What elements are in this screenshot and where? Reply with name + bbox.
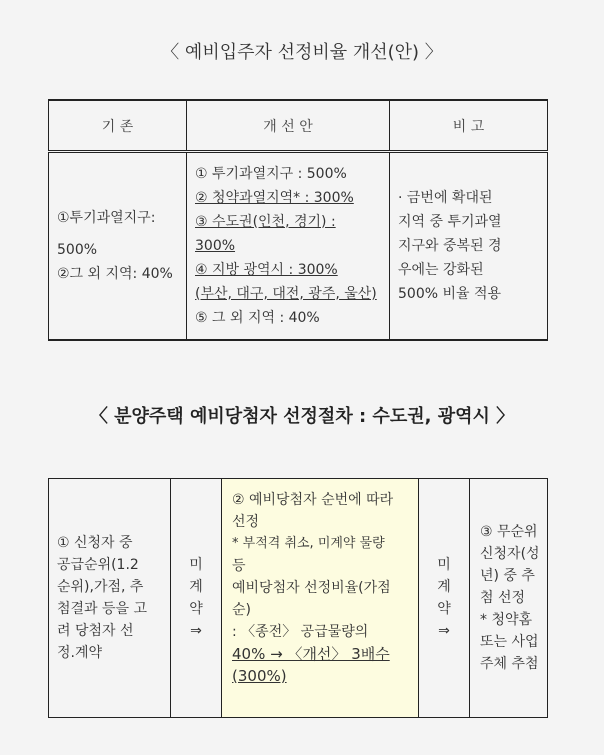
proposal-line: ③ 수도권(인천, 경기) : <box>195 214 336 230</box>
step1-line: ① 신청자 중 <box>57 535 133 551</box>
existing-cell <box>49 152 187 341</box>
step2-line: * 부적격 취소, 미계약 물량 <box>232 536 385 551</box>
step1-cell <box>49 479 171 718</box>
step1-line: 정.계약 <box>57 645 103 661</box>
right-arrow-icon: ⇒ <box>190 623 202 639</box>
arrow-cell-2 <box>419 479 470 718</box>
table-header-row <box>49 100 548 152</box>
existing-line: 500% <box>57 242 98 258</box>
arrow-cell-1 <box>171 479 222 718</box>
note-line: 500% 비율 적용 <box>398 286 502 302</box>
existing-line: ②그 외 지역: 40% <box>57 266 173 282</box>
step1-line: 려 당첨자 선 <box>57 623 134 639</box>
arrow-label: 약 <box>437 601 451 617</box>
selection-ratio-table <box>48 99 548 341</box>
section-title-procedure: 〈 분양주택 예비당첨자 선정절차 : 수도권, 광역시 〉 <box>89 406 515 427</box>
step1-line: 첨결과 등을 고 <box>57 601 148 617</box>
step1-line: 공급순위(1.2 <box>57 557 139 573</box>
header-existing: 기 존 <box>49 100 187 152</box>
header-note: 비 고 <box>390 100 548 152</box>
arrow-label: 미 <box>437 557 451 573</box>
arrow-label: 미 <box>189 557 203 573</box>
note-line: 우에는 강화된 <box>398 262 484 278</box>
arrow-label: 약 <box>189 601 203 617</box>
step2-line: 등 <box>232 558 246 574</box>
right-arrow-icon: ⇒ <box>438 623 450 639</box>
step2-cell <box>222 479 419 718</box>
procedure-row <box>49 479 548 718</box>
step2-line: 40% → 〈개선〉 3배수 <box>232 645 390 663</box>
step2-line: (300%) <box>232 667 287 685</box>
proposal-line: ⑤ 그 외 지역 : 40% <box>195 310 320 326</box>
step1-line: 순위),가점, 추 <box>57 579 144 595</box>
arrow-label: 계 <box>189 579 203 595</box>
note-line: 지구와 중복된 경 <box>398 238 502 254</box>
step2-line: 순) <box>232 602 251 618</box>
step3-cell <box>470 479 548 718</box>
step2-line: ② 예비당첨자 순번에 따라 <box>232 492 394 508</box>
proposal-line: ② 청약과열지역* : 300% <box>195 190 354 206</box>
step3-line: * 청약홈 <box>480 612 533 628</box>
note-line: · 금번에 확대된 <box>398 190 493 206</box>
step3-line: 또는 사업 <box>480 634 539 650</box>
step2-line: 예비당첨자 선정비율(가점 <box>232 580 391 596</box>
step3-line: 년) 중 추 <box>480 568 535 584</box>
step3-line: ③ 무순위 <box>480 524 538 540</box>
step3-line: 주체 추첨 <box>480 656 539 672</box>
proposal-line: 300% <box>195 238 236 254</box>
arrow-label: 계 <box>437 579 451 595</box>
note-cell <box>390 152 548 341</box>
proposal-line: ① 투기과열지구 : 500% <box>195 166 347 182</box>
note-line: 지역 중 투기과열 <box>398 214 502 230</box>
procedure-table <box>48 478 548 718</box>
step2-line: : 〈종전〉 공급물량의 <box>232 624 369 640</box>
proposal-line: ④ 지방 광역시 : 300% <box>195 262 338 278</box>
proposal-line: (부산, 대구, 대전, 광주, 울산) <box>195 286 377 302</box>
step3-line: 신청자(성 <box>480 546 540 562</box>
table-body-row <box>49 152 548 341</box>
step2-line: 선정 <box>232 514 260 530</box>
section-title-selection-ratio: 〈 예비입주자 선정비율 개선(안) 〉 <box>161 42 443 63</box>
step3-line: 첨 선정 <box>480 590 526 606</box>
header-proposal: 개 선 안 <box>187 100 390 152</box>
proposal-cell <box>187 152 390 341</box>
existing-line: ①투기과열지구: <box>57 210 156 226</box>
